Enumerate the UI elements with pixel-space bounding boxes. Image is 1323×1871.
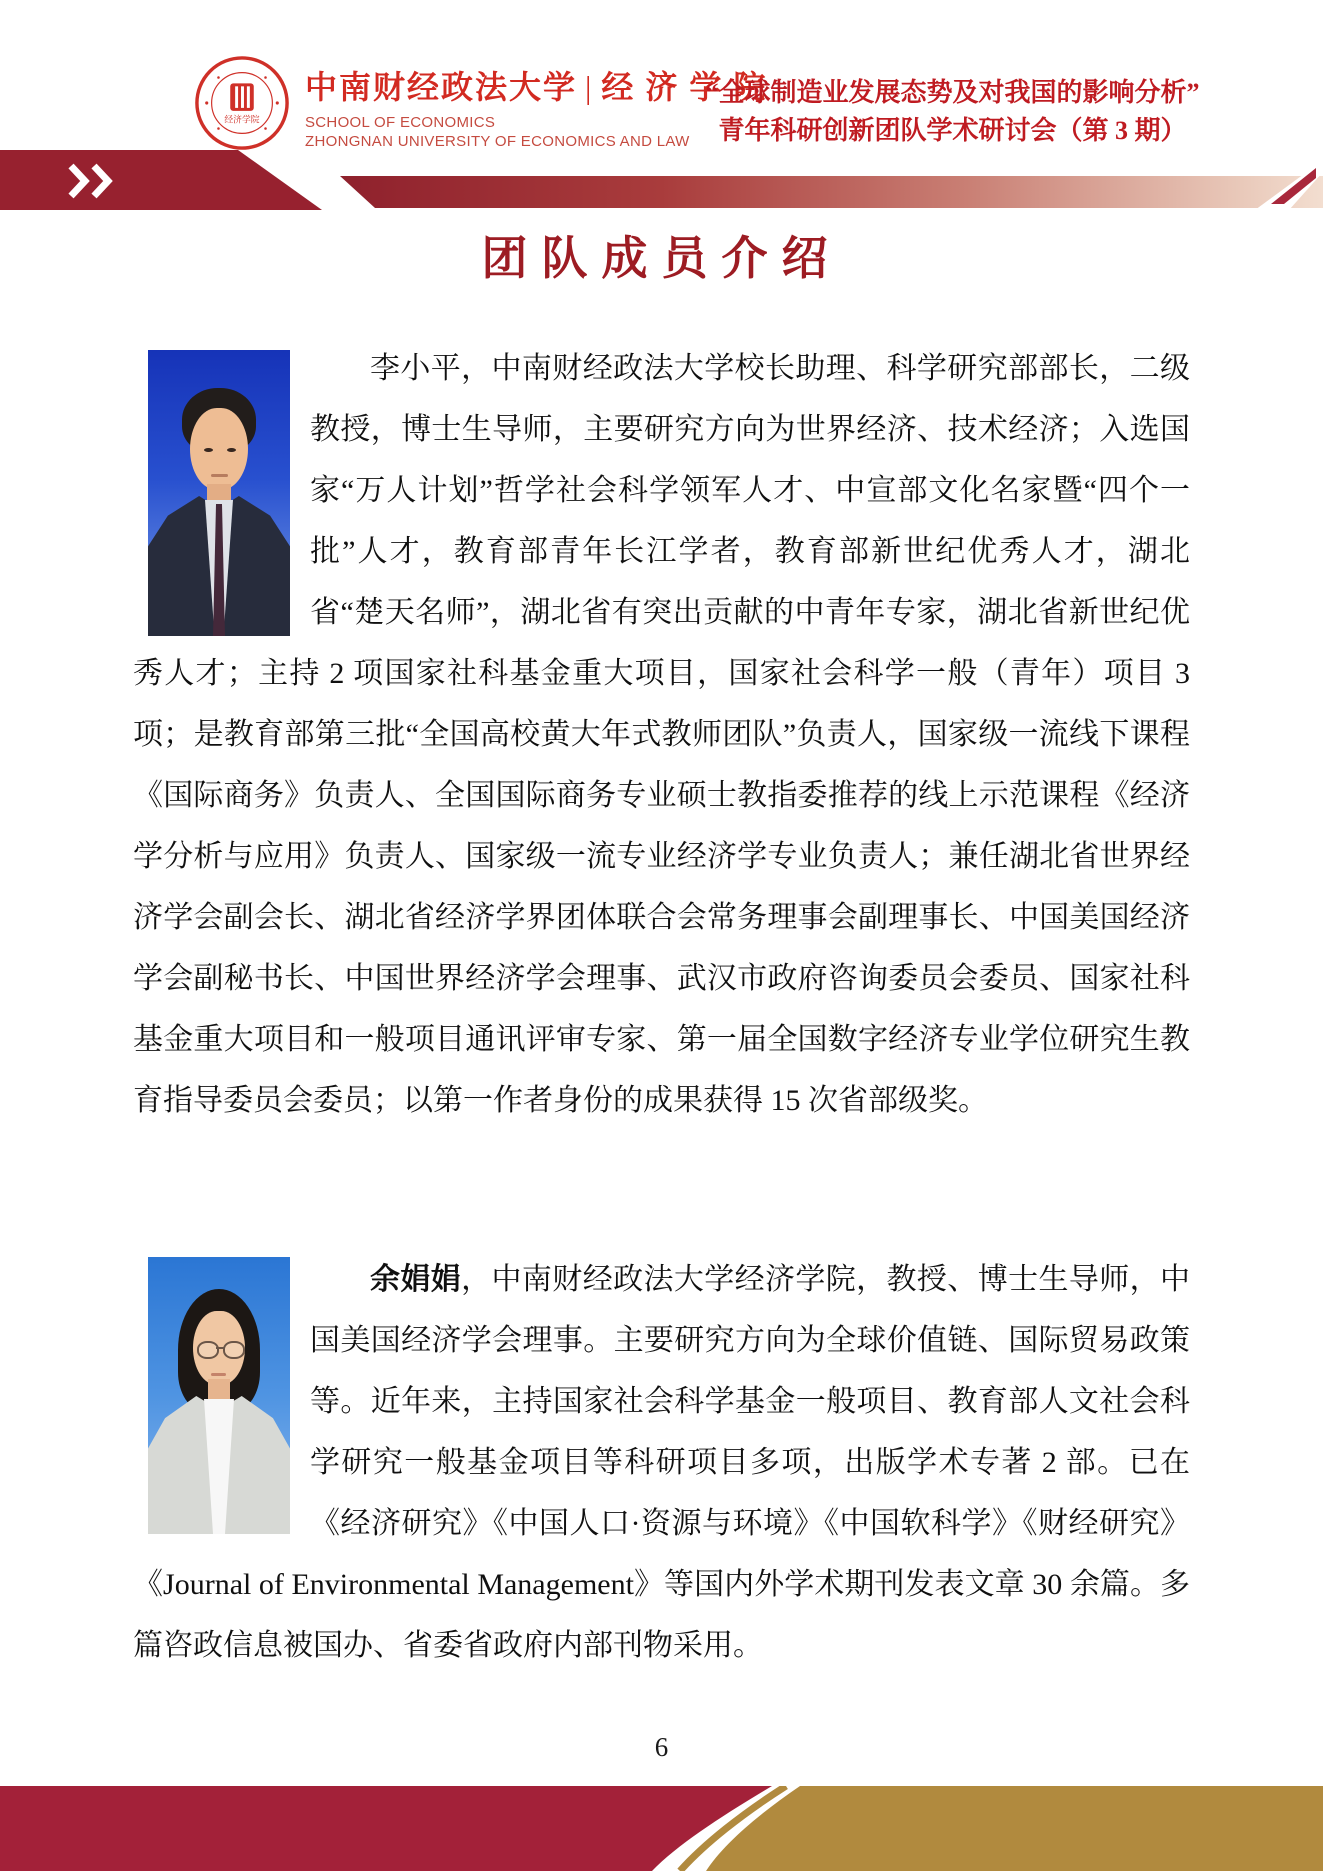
header-ribbon <box>0 150 322 210</box>
member-section-li-xiaoping <box>133 338 1190 1131</box>
portrait-mouth <box>211 474 228 477</box>
banner-arrow-icon <box>1203 160 1323 210</box>
glasses-lens <box>197 1341 219 1359</box>
member-section-yu-juanjuan <box>133 1249 1190 1676</box>
double-chevron-icon <box>66 163 124 199</box>
seal-icon <box>193 54 291 152</box>
school-name-en: SCHOOL OF ECONOMICS <box>305 114 496 131</box>
member-bio-text <box>133 1249 1190 1676</box>
portrait-eye <box>227 448 236 452</box>
member-bio-body: ，中南财经政法大学校长助理、科学研究部部长，二级教授，博士生导师，主要研究方向为世界经济、技术经济；入选国家“万人计划”哲学社会科学领军人才、中宣部文化名家暨“四个一批”人才，教育部青年长江学者，教育部新世纪优秀人才，湖北省“楚天名师”，湖北省有突出贡献的中青年专家，湖北省新世纪优秀人才；主持 2 项国家社科基金重大项目，国家社会科学一般（青年）项目 3 项；是教育部第三批“全国高校黄大年式教师团队”负责人，国家级一流线下课程《国际商务》负责人、全国国际商务专业硕士教指委推荐的线上示范课程《经济学分析与应用》负责人、国家级一流专业经济学专业负责人；兼任湖北省世界经济学会副会长、湖北省经济学界团体联合会常务理事会副理事长、中国美国经济学会副秘书长、中国世界经济学会理事、武汉市政府咨询委员会委员、国家社科基金重大项目和一般项目通讯评审专家、第一届全国数字经济专业学位研究生教育指导委员会委员；以第一作者身份的成果获得 15 次省部级奖。 <box>133 352 1191 1117</box>
slogan-line-2: 青年科研创新团队学术研讨会（第 3 期） <box>718 116 1187 145</box>
portrait-neck <box>208 1379 230 1401</box>
school-name-cn: 经 济 学 院 <box>601 69 768 105</box>
content-area <box>133 338 1190 1676</box>
portrait-mouth <box>211 1373 226 1376</box>
seminar-slogan <box>680 74 1225 150</box>
svg-text:经济学院: 经济学院 <box>224 114 260 125</box>
member-name: 李小平 <box>370 352 462 385</box>
page-title: 团队成员介绍 <box>481 233 842 284</box>
portrait-face <box>190 408 248 490</box>
bottom-decorative-band <box>0 1786 1323 1871</box>
header-gradient-bar <box>305 176 1323 208</box>
brand-divider: | <box>585 69 594 105</box>
member-bio-body: ，中南财经政法大学经济学院，教授、博士生导师，中国美国经济学会理事。主要研究方向为全球价值链、国际贸易政策等。近年来，主持国家社会科学基金一般项目、教育部人文社会科学研究一般基金项目等科研项目多项，出版学术专著 2 部。已在《经济研究》《中国人口·资源与环境》《中国软科学》《财经研究》《Journal of Environmental Management》等国内外学术期刊发表文章 30 余篇。多篇咨政信息被国办、省委省政府内部刊物采用。 <box>133 1263 1191 1662</box>
page-number: 6 <box>654 1732 669 1762</box>
member-photo-li-xiaoping <box>148 350 290 636</box>
glasses-bridge <box>216 1347 224 1349</box>
university-name-en: ZHONGNAN UNIVERSITY OF ECONOMICS AND LAW <box>305 133 690 150</box>
member-bio-text <box>133 338 1190 1131</box>
university-name-cn: 中南财经政法大学 <box>305 69 578 105</box>
member-name: 余娟娟 <box>370 1263 462 1296</box>
glasses-lens <box>223 1341 245 1359</box>
portrait-eye <box>204 448 213 452</box>
member-photo-yu-juanjuan <box>148 1257 290 1534</box>
university-seal-logo <box>193 54 291 152</box>
slogan-line-1: “全球制造业发展态势及对我国的影响分析” <box>705 78 1200 107</box>
